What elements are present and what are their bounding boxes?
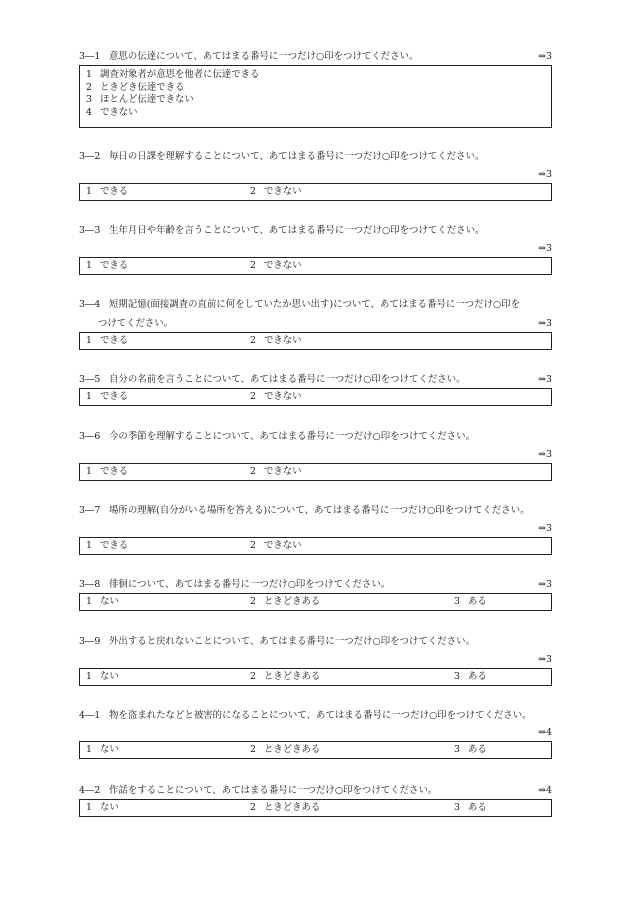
question-3-7: [79, 505, 552, 555]
skip-reference-line: [79, 654, 552, 666]
question-header: [79, 374, 552, 386]
answer-option-3[interactable]: 3 ある: [454, 802, 487, 813]
skip-reference: ⇒3: [538, 654, 552, 665]
answer-option-2[interactable]: 2 できない: [250, 260, 302, 271]
question-header: [79, 299, 552, 311]
answer-option-1[interactable]: 1 ない: [86, 744, 119, 755]
answer-option-1[interactable]: 1 できる: [86, 466, 129, 477]
answer-box: [79, 332, 552, 350]
answer-option-2[interactable]: 2 できない: [250, 466, 302, 477]
skip-reference: ⇒3: [538, 51, 552, 62]
answer-option-3[interactable]: 3 ある: [454, 744, 487, 755]
answer-option-2[interactable]: 2 できない: [250, 186, 302, 197]
skip-reference-line: [79, 169, 552, 181]
answer-option-2[interactable]: 2 ときどきある: [250, 744, 321, 755]
answer-option-1[interactable]: 1 できる: [86, 186, 129, 197]
answer-option-4[interactable]: 4 できない: [86, 106, 138, 118]
question-header: [79, 579, 552, 591]
question-3-5: [79, 374, 552, 406]
answer-option-2[interactable]: 2 ときどき伝達できる: [86, 81, 185, 93]
question-3-1: [79, 51, 552, 128]
answer-box: [79, 463, 552, 481]
skip-reference: ⇒4: [538, 785, 552, 796]
answer-box: [79, 65, 552, 128]
answer-option-2[interactable]: 2 できない: [250, 391, 302, 402]
question-header: [79, 505, 552, 517]
question-header: [79, 151, 552, 163]
answer-option-2[interactable]: 2 ときどきある: [250, 802, 321, 813]
answer-option-1[interactable]: 1 できる: [86, 391, 129, 402]
answer-box: [79, 183, 552, 201]
answer-option-1[interactable]: 1 できる: [86, 540, 129, 551]
answer-option-2[interactable]: 2 できない: [250, 335, 302, 346]
answer-box: [79, 799, 552, 817]
answer-option-3[interactable]: 3 ある: [454, 596, 487, 607]
question-3-9: [79, 636, 552, 686]
question-header: [79, 785, 552, 797]
skip-reference: ⇒4: [538, 727, 552, 738]
skip-reference: ⇒3: [538, 374, 552, 385]
skip-reference: ⇒3: [538, 318, 552, 329]
question-text: 毎日の日課を理解することについて、あてはまる番号に一つだけ○印をつけてください。: [109, 151, 485, 162]
question-number: 3―8: [79, 579, 101, 590]
question-4-1: [79, 710, 552, 759]
question-header: [79, 636, 552, 648]
question-number: 3―2: [79, 151, 101, 162]
question-3-4: [79, 299, 552, 350]
question-3-8: [79, 579, 552, 611]
answer-box: [79, 537, 552, 555]
question-number: 4―2: [79, 785, 101, 796]
skip-reference-line: [79, 243, 552, 255]
answer-box: [79, 257, 552, 275]
question-3-2: [79, 151, 552, 201]
answer-option-1[interactable]: 1 できる: [86, 335, 129, 346]
question-text-continued: つけてください。 ⇒3: [98, 318, 552, 329]
question-text: 外出すると戻れないことについて、あてはまる番号に一つだけ○印をつけてください。: [109, 636, 476, 647]
question-number: 3―1: [79, 51, 101, 62]
question-text: 生年月日や年齢を言うことについて、あてはまる番号に一つだけ○印をつけてください。: [109, 225, 485, 236]
answer-option-3[interactable]: 3 ほとんど伝達できない: [86, 94, 194, 105]
question-header: [79, 225, 552, 237]
skip-reference: ⇒3: [538, 523, 552, 534]
question-header: [79, 51, 552, 63]
question-text: 短期記憶(面接調査の直前に何をしていたか思い出す)について、あてはまる番号に一つだけ○印を: [109, 299, 521, 310]
question-3-3: [79, 225, 552, 275]
answer-option-1[interactable]: 1 調査対象者が意思を他者に伝達できる: [86, 69, 260, 80]
answer-option-3[interactable]: 3 ある: [454, 671, 487, 682]
skip-reference: ⇒3: [538, 169, 552, 180]
question-header: [79, 710, 552, 722]
skip-reference-line: [79, 523, 552, 535]
skip-reference: ⇒3: [538, 243, 552, 254]
skip-reference-line: [79, 727, 552, 739]
skip-reference: ⇒3: [538, 579, 552, 590]
question-number: 3―5: [79, 374, 101, 385]
answer-box: [79, 741, 552, 759]
question-text: 今の季節を理解することについて、あてはまる番号に一つだけ○印をつけてください。: [109, 431, 476, 442]
answer-option-1[interactable]: 1 ない: [86, 802, 119, 813]
question-4-2: [79, 785, 552, 817]
answer-option-2[interactable]: 2 ときどきある: [250, 671, 321, 682]
question-number: 3―7: [79, 505, 101, 516]
skip-reference-line: [79, 449, 552, 461]
question-number: 3―9: [79, 636, 101, 647]
question-text: 物を盗まれたなどと被害的になることについて、あてはまる番号に一つだけ○印をつけてください。: [109, 710, 532, 721]
answer-box: [79, 388, 552, 406]
question-text: 場所の理解(自分がいる場所を答える)について、あてはまる番号に一つだけ○印をつけてください。: [109, 505, 530, 516]
answer-option-2[interactable]: 2 ときどきある: [250, 596, 321, 607]
question-number: 3―3: [79, 225, 101, 236]
answer-option-1[interactable]: 1 ない: [86, 671, 119, 682]
question-text: 作話をすることについて、あてはまる番号に一つだけ○印をつけてください。: [109, 785, 438, 796]
question-number: 3―4: [79, 299, 101, 310]
question-text: 自分の名前を言うことについて、あてはまる番号に一つだけ○印をつけてください。: [109, 374, 466, 385]
question-number: 4―1: [79, 710, 101, 721]
question-text: 意思の伝達について、あてはまる番号に一つだけ○印をつけてください。: [109, 51, 419, 62]
answer-box: [79, 668, 552, 686]
question-3-6: [79, 431, 552, 481]
answer-box: [79, 593, 552, 611]
answer-option-1[interactable]: 1 できる: [86, 260, 129, 271]
answer-option-1[interactable]: 1 ない: [86, 596, 119, 607]
question-number: 3―6: [79, 431, 101, 442]
question-text: 徘徊について、あてはまる番号に一つだけ○印をつけてください。: [109, 579, 391, 590]
question-header: [79, 431, 552, 443]
answer-option-2[interactable]: 2 できない: [250, 540, 302, 551]
skip-reference: ⇒3: [538, 449, 552, 460]
